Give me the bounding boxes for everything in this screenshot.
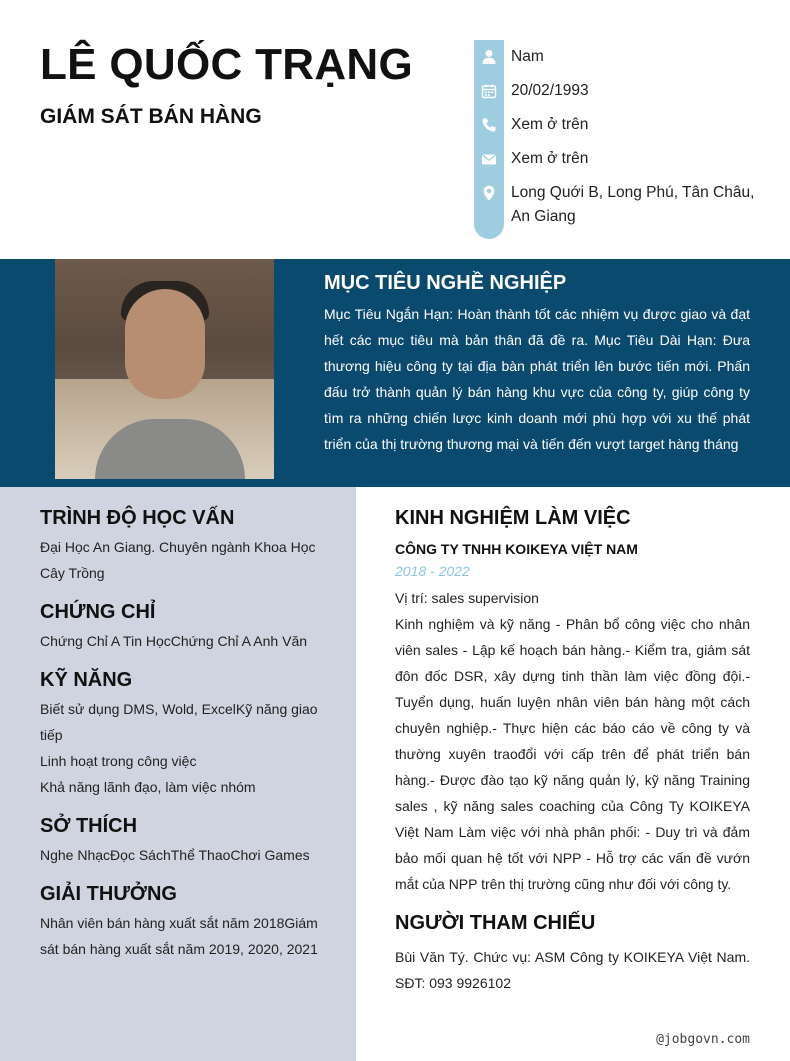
company-name: CÔNG TY TNHH KOIKEYA VIỆT NAM <box>395 541 638 557</box>
job-title: GIÁM SÁT BÁN HÀNG <box>40 105 262 128</box>
position-text: Vị trí: sales supervision <box>395 590 539 606</box>
hobbies-text: Nghe NhạcĐọc SáchThể ThaoChơi Games <box>40 847 310 863</box>
education-heading: TRÌNH ĐỘ HỌC VẤN <box>40 507 235 529</box>
gender-text: Nam <box>511 48 544 65</box>
employment-period: 2018 - 2022 <box>395 563 470 579</box>
candidate-name: LÊ QUỐC TRẠNG <box>40 40 414 89</box>
profile-photo <box>55 259 274 479</box>
awards-text: Nhân viên bán hàng xuất sắt năm 2018Giám sát bán hàng xuất sắt năm 2019, 2020, 2021 <box>40 915 318 957</box>
skill-item: Biết sử dụng DMS, Wold, ExcelKỹ năng giao tiếp <box>40 701 318 743</box>
skill-item: Khả năng lãnh đạo, làm việc nhóm <box>40 779 256 795</box>
objective-heading: MỤC TIÊU NGHỀ NGHIỆP <box>324 272 567 294</box>
skills-heading: KỸ NĂNG <box>40 669 133 691</box>
location-pin-icon <box>481 185 497 201</box>
hobbies-heading: SỞ THÍCH <box>40 815 138 837</box>
envelope-icon <box>481 151 497 167</box>
contact-bar <box>474 40 504 239</box>
experience-description: Kinh nghiệm và kỹ năng - Phân bổ công việc cho nhân viên sales - Lập kế hoạch bán hàng.- Kiểm tra, giám sát đôn đốc DSR, xây dựng tinh thần làm việc đồng đội.- Tuyển dụng, huấn luyện nhân viên bán hàng một cách chuyên nghiệp.- Thực hiện các báo cáo về công ty và thường xuyên traođổi với cấp trên để phát triển bán hàng.- Được đào tạo kỹ năng quản lý, kỹ năng Training sales , kỹ năng sales coaching của Công Ty KOIKEYA Việt Nam Làm việc với nhà phân phối: - Duy trì và đảm bảo mối quan hệ tốt với NPP - Hỗ trợ các vấn đề vướn mắt của NPP trên thị trường cũng như đối với công ty. <box>395 616 750 892</box>
phone-text: Xem ở trên <box>511 116 589 133</box>
objective-text: Mục Tiêu Ngắn Hạn: Hoàn thành tốt các nhiệm vụ được giao và đạt hết các mục tiêu mà bản thân đã đề ra. Mục Tiêu Dài Hạn: Đưa thương hiệu công ty tại địa bàn phát triển lên bước tiến mới. Phấn đấu trở thành quản lý bán hàng khu vực của công ty, giúp công ty tìm ra những chiến lược kinh doanh mới phù hợp với xu thế phát triển của thị trường thương mại và tiến đến vượt target hàng tháng <box>324 306 750 452</box>
address-text: Long Quới B, Long Phú, Tân Châu, An Giang <box>511 184 755 225</box>
references-text: Bùi Văn Tý. Chức vụ: ASM Công ty KOIKEYA Việt Nam. SĐT: 093 9926102 <box>395 949 750 991</box>
phone-icon <box>481 117 497 133</box>
certificates-heading: CHỨNG CHỈ <box>40 601 156 623</box>
certificates-text: Chứng Chỉ A Tin HọcChứng Chỉ A Anh Văn <box>40 633 308 649</box>
person-icon <box>481 49 497 65</box>
experience-heading: KINH NGHIỆM LÀM VIỆC <box>395 507 631 529</box>
email-text: Xem ở trên <box>511 150 589 167</box>
site-watermark: @jobgovn.com <box>656 1032 750 1047</box>
education-text: Đại Học An Giang. Chuyên ngành Khoa Học Cây Trồng <box>40 539 316 581</box>
birthdate-text: 20/02/1993 <box>511 82 589 99</box>
skill-item: Linh hoạt trong công việc <box>40 753 197 769</box>
calendar-icon <box>481 83 497 99</box>
awards-heading: GIẢI THƯỞNG <box>40 883 177 905</box>
references-heading: NGƯỜI THAM CHIẾU <box>395 912 596 934</box>
